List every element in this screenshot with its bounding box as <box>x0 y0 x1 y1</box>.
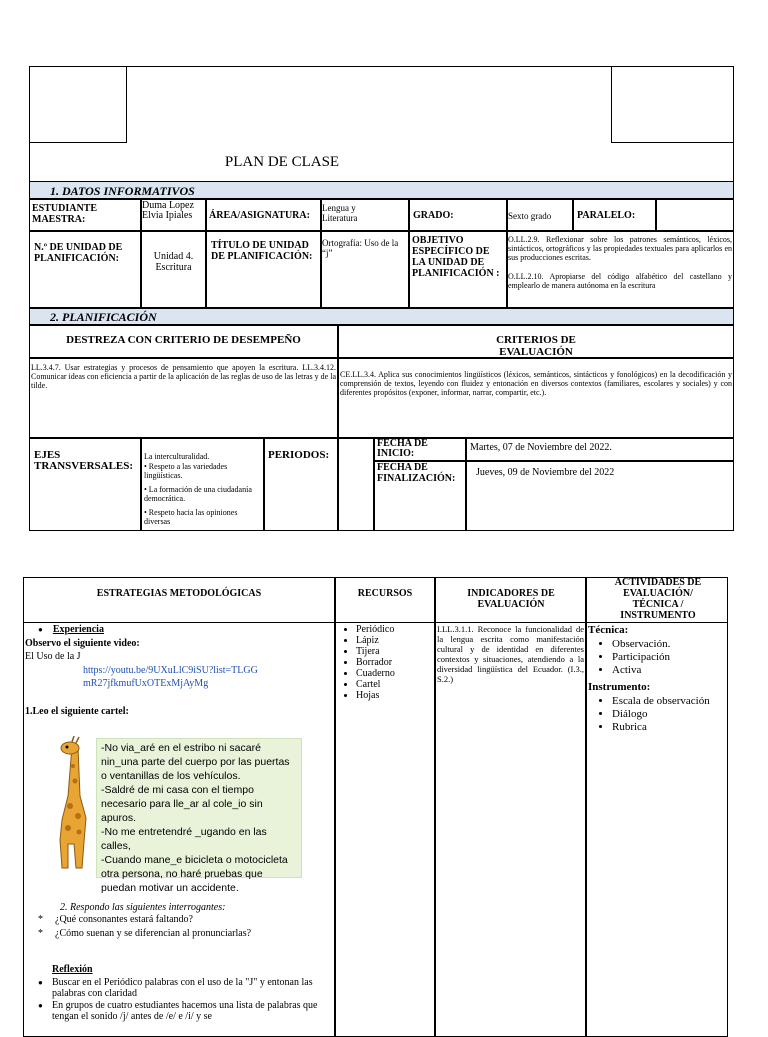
indicator-text: I.LL.3.1.1. Reconoce la funcionalidad de la lengua escrita como manifestación cultural y de identidad en diferentes contextos y situaciones, atendiendo a la diversidad lingüística del Ecuador. (I.3., S.2.) <box>437 624 584 684</box>
resource-item: • Cuaderno <box>356 668 432 679</box>
questions-heading: 2. Respondo las siguientes interrogantes: <box>60 902 226 913</box>
question-1: * ¿Qué consonantes estará faltando? <box>38 914 193 925</box>
skills-header: DESTREZA CON CRITERIO DE DESEMPEÑO <box>66 334 301 346</box>
start-date-value: Martes, 07 de Noviembre del 2022. <box>470 442 612 453</box>
grade-value: Sexto grado <box>508 211 552 221</box>
page-title: PLAN DE CLASE <box>224 154 340 170</box>
cartel-line: -No via_aré en el estribo ni sacaré nin_una parte del cuerpo por las puertas o ventanillas de los vehículos. <box>101 742 290 782</box>
objective-label: OBJETIVO ESPECÍFICO DE LA UNIDAD DE PLANIFICACIÓN : <box>412 235 500 279</box>
technique-item: • Activa <box>612 664 724 677</box>
end-date-value: Jueves, 09 de Noviembre del 2022 <box>476 467 615 478</box>
resources-list <box>340 624 432 701</box>
axes-label: EJES TRANSVERSALES: <box>34 449 134 472</box>
section-planificacion <box>29 308 734 325</box>
section-title: 1. DATOS INFORMATIVOS <box>50 184 195 198</box>
periods-label: PERIODOS: <box>268 449 330 461</box>
cell-divider <box>140 231 142 308</box>
axes-item: La interculturalidad. <box>144 452 210 461</box>
grade-label: GRADO: <box>413 210 454 221</box>
technique-item: • Participación <box>612 651 724 664</box>
cell-divider <box>408 199 410 231</box>
logo-cell-right <box>611 66 734 143</box>
question-2: * ¿Cómo suenan y se diferencian al pronunciarlas? <box>38 928 252 939</box>
resource-item: • Tijera <box>356 646 432 657</box>
instrument-item: • Diálogo <box>612 708 724 721</box>
h-indicators: INDICADORES DE EVALUACIÓN <box>467 588 555 610</box>
student-label: ESTUDIANTE MAESTRA: <box>32 203 98 225</box>
student-value: Duma Lopez Elvia Ipiales <box>142 200 194 221</box>
logo-cell-left <box>29 66 127 143</box>
header-row-divider <box>23 622 728 623</box>
skills-text: LL.3.4.7. Usar estrategias y procesos de pensamiento que apoyen la escritura. LL.3.4.12. Comunicar ideas con eficiencia a partir de la aplicación de las reglas de uso de las letras y de la tilde. <box>31 363 336 390</box>
area-label: ÁREA/ASIGNATURA: <box>209 210 310 221</box>
unit-no-value: Unidad 4. Escritura <box>153 251 194 273</box>
start-date-label: FECHA DE INICIO: <box>377 438 428 459</box>
section-title: 2. PLANIFICACIÓN <box>50 310 157 324</box>
reflection-item: ● Buscar en el Periódico palabras con el uso de la "J" y entonan las palabras con claridad <box>38 977 313 999</box>
giraffe-icon <box>46 736 98 876</box>
criteria-text: CE.LL.3.4. Aplica sus conocimientos lingüísticos (léxicos, semánticos, sintácticos y fonológicos) en la decodificación y comprensión de textos, leyendo con fluidez y entonación en diversos contextos (familiares, escolares y sociales) y con diferentes propósitos (exponer, informar, narrar, compartir, etc.). <box>340 370 732 397</box>
parallel-label: PARALELO: <box>577 210 636 221</box>
section-datos-informativos <box>29 181 734 199</box>
video-title: El Uso de la J <box>25 651 81 662</box>
observe-label: Observo el siguiente video: <box>25 638 140 649</box>
unit-title-label: TÍTULO DE UNIDAD DE PLANIFICACIÓN: <box>211 240 313 262</box>
axes-item: • La formación de una ciudadanía democrática. <box>144 485 252 503</box>
unit-title-value: Ortografía: Uso de la “j” <box>322 238 399 258</box>
video-link[interactable]: https://youtu.be/9UXuLlC9iSU?list=TLGGmR27jfkmufUxOTExMjAyMg <box>83 665 258 689</box>
objective-text-2: O.LL.2.10. Apropiarse del código alfabético del castellano y emplearlo de manera autónoma en la escritura <box>508 272 732 290</box>
objective-text-1: O.LL.2.9. Reflexionar sobre los patrones semánticos, léxicos, sintácticos, ortográficos y las propiedades textuales para aplicarlos en sus producciones escritas. <box>508 235 732 262</box>
cell-divider <box>655 199 657 231</box>
instrument-item: • Escala de observación <box>612 695 724 708</box>
h-activities: ACTIVIDADES DE EVALUACIÓN/ TÉCNICA / INSTRUMENTO <box>614 577 702 621</box>
cell-divider <box>408 231 410 308</box>
end-date-label: FECHA DE FINALIZACIÓN: <box>377 462 456 484</box>
resource-item: • Periódico <box>356 624 432 635</box>
cartel-line: -No me entretendré _ugando en las calles, <box>101 826 267 852</box>
resource-item: • Borrador <box>356 657 432 668</box>
cell-divider <box>205 199 207 231</box>
unit-no-label: N.º DE UNIDAD DE PLANIFICACIÓN: <box>34 242 123 264</box>
instrument-item: • Rubrica <box>612 721 724 734</box>
criteria-header: CRITERIOS DE EVALUACIÓN <box>496 334 576 358</box>
resource-item: • Lápiz <box>356 635 432 646</box>
area-value: Lengua y Literatura <box>322 203 358 223</box>
cell-divider <box>572 199 574 231</box>
technique-list <box>596 638 724 677</box>
cartel-line: -Saldré de mi casa con el tiempo necesario para lle_ar al cole_io sin apuros. <box>101 784 263 824</box>
read-cartel-label: 1.Leo el siguiente cartel: <box>25 706 129 717</box>
resource-item: • Cartel <box>356 679 432 690</box>
resource-item: • Hojas <box>356 690 432 701</box>
cartel-line: -Cuando mane_e bicicleta o motocicleta otra persona, no haré pruebas que puedan motivar un accidente. <box>101 854 288 894</box>
instrument-label: Instrumento: <box>588 681 651 693</box>
h-strategies: ESTRATEGIAS METODOLÓGICAS <box>96 588 262 599</box>
reflection-item: ● En grupos de cuatro estudiantes hacemos una lista de palabras que tengan el sonido /j/ antes de /e/ e /i/ y se <box>38 1000 318 1022</box>
experience-heading: ● Experiencia <box>38 624 104 635</box>
instrument-list <box>596 695 724 734</box>
periods-value-cell <box>338 438 374 531</box>
cartel-box <box>96 738 302 894</box>
reflection-heading: Reflexión <box>52 964 93 975</box>
axes-item: • Respeto hacia las opiniones diversas <box>144 508 238 526</box>
technique-item: • Observación. <box>612 638 724 651</box>
technique-label: Técnica: <box>588 624 629 636</box>
axes-item: • Respeto a las variedades lingüísticas. <box>144 462 228 480</box>
h-resources: RECURSOS <box>357 588 413 599</box>
cell-divider <box>205 231 207 308</box>
